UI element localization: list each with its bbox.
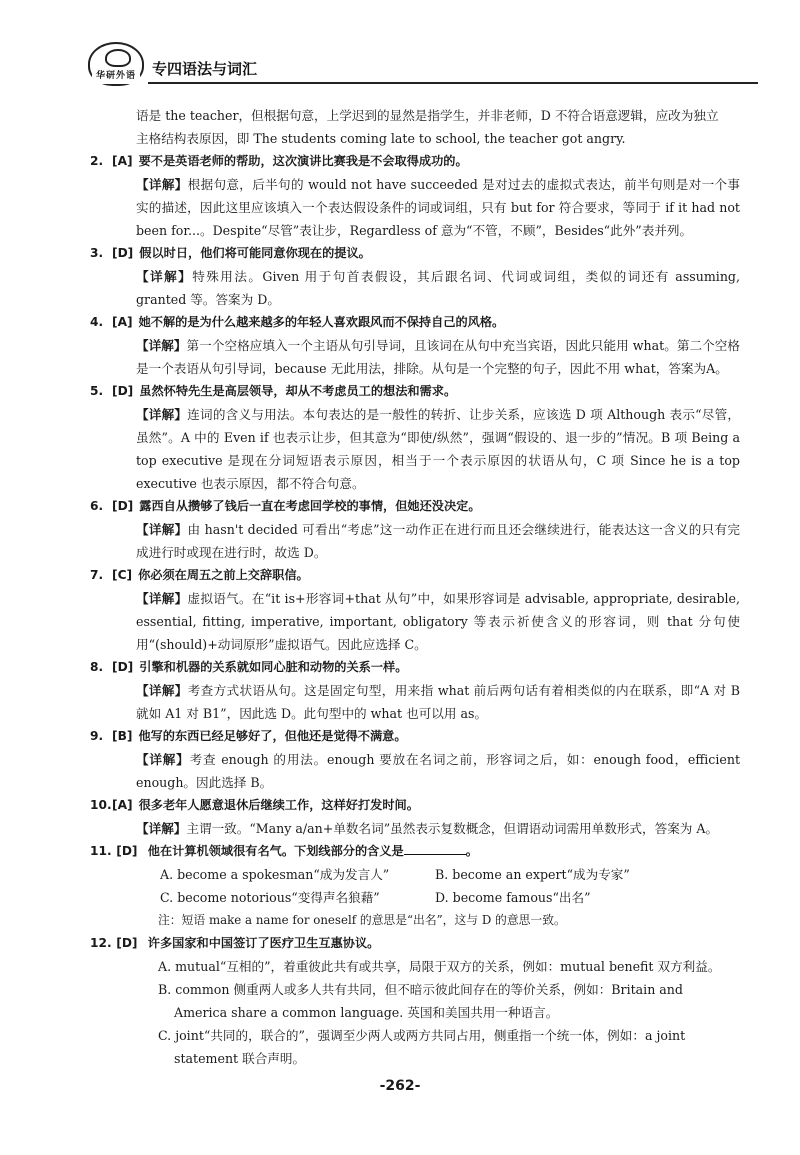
- page-content: [90, 104, 741, 1070]
- options-row-1: [160, 863, 740, 886]
- answer-item: [90, 725, 741, 794]
- answer-key: [D]: [112, 246, 134, 260]
- question-line: [90, 495, 740, 518]
- question-text: 虽然怀特先生是高层领导，却从不考虑员工的想法和需求。: [139, 384, 457, 398]
- question-line: [90, 932, 740, 955]
- detail-label: 【详解】: [136, 269, 193, 284]
- answer-item-12: [90, 932, 740, 1070]
- question-text: 她不解的是为什么越来越多的年轻人喜欢跟风而不保持自己的风格。: [138, 315, 505, 329]
- question-text: 很多老年人愿意退休后继续工作，这样好打发时间。: [138, 798, 419, 812]
- choice-c-cont: statement 联合声明。: [174, 1051, 306, 1066]
- logo-text: 华研外语: [92, 68, 140, 84]
- question-line: [90, 380, 740, 403]
- detail-label: 【详解】: [136, 591, 188, 606]
- choice-c: C. joint“共同的，联合的”，强调至少两人或两方共同占用，侧重指一个统一体，例如：a joint: [158, 1028, 686, 1043]
- answer-item: [90, 380, 740, 495]
- question-line: [90, 656, 740, 679]
- question-text: 许多国家和中国签订了医疗卫生互惠协议。: [147, 936, 380, 950]
- option-a: A. become a spokesman“成为发言人”: [160, 867, 390, 882]
- detail-text: 主谓一致。“Many a/an+单数名词”虽然表示复数概念，但谓语动词需用单数形式，答案为 A。: [186, 821, 719, 836]
- question-text: 他在计算机领域很有名气。下划线部分的含义是: [147, 844, 404, 858]
- question-line: [90, 564, 740, 587]
- intro-line-1: 语是 the teacher，但根据句意，上学迟到的显然是指学生，并非老师，D 不符合语意逻辑，应改为独立: [136, 108, 719, 123]
- answer-key: [D]: [112, 499, 134, 513]
- detail-label: 【详解】: [136, 752, 190, 767]
- answer-list: [90, 150, 741, 840]
- question-line: [90, 150, 740, 173]
- question-number: 2.: [90, 154, 104, 168]
- note: 注：短语 make a name for oneself 的意思是“出名”，这与 D 的意思一致。: [158, 913, 566, 927]
- answer-item: [90, 150, 741, 242]
- question-line: [90, 840, 740, 863]
- question-text: 要不是英语老师的帮助，这次演讲比赛我是不会取得成功的。: [138, 154, 468, 168]
- detail-label: 【详解】: [136, 821, 187, 836]
- logo-mascot-icon: [105, 49, 131, 67]
- question-line: [90, 242, 740, 265]
- detail-explanation: [136, 748, 740, 794]
- answer-key: [D]: [116, 936, 138, 950]
- options-row-2: [160, 886, 740, 909]
- question-line: [90, 725, 740, 748]
- question-line: [90, 794, 740, 817]
- answer-item: [90, 656, 741, 725]
- question-number: 4.: [90, 315, 104, 329]
- question-number: 12.: [90, 936, 112, 950]
- answer-blank: [404, 842, 466, 855]
- question-end: 。: [465, 844, 478, 858]
- detail-explanation: [136, 173, 740, 242]
- answer-key: [A]: [112, 154, 133, 168]
- question-text: 假以时日，他们将可能同意你现在的提议。: [139, 246, 371, 260]
- answer-key: [D]: [112, 660, 134, 674]
- answer-key: [A]: [112, 315, 133, 329]
- answer-key: [D]: [116, 844, 138, 858]
- question-number: 5.: [90, 384, 104, 398]
- detail-text: 特殊用法。Given 用于句首表假设，其后跟名词、代词或词组，类似的词还有 assuming, granted 等。答案为 D。: [136, 269, 740, 307]
- detail-explanation: [136, 265, 740, 311]
- question-number: 6.: [90, 499, 104, 513]
- question-text: 露西自从攒够了钱后一直在考虑回学校的事情，但她还没决定。: [139, 499, 481, 513]
- answer-item: [90, 242, 740, 311]
- answer-key: [A]: [112, 798, 133, 812]
- header-rule: [148, 82, 758, 84]
- answer-key: [C]: [112, 568, 133, 582]
- detail-explanation: [136, 518, 740, 564]
- page-number: -262-: [379, 1078, 421, 1094]
- detail-text: 第一个空格应填入一个主语从句引导词，且该词在从句中充当宾语，因此只能用 what。第二个空格是一个表语从句引导词，because 无此用法，排除。从句是一个完整的句子，因此不用 what，答案为A。: [136, 338, 741, 376]
- detail-text: 根据句意，后半句的 would not have succeeded 是对过去的虚拟式表达，前半句则是对一个事实的描述，因此这里应该填入一个表达假设条件的词或词组，只有 but for 符合要求，等同于 if it had not been for...。Despite“尽管”表让步，Regardless of 意为“不管，不顾”，Besides“此外”表并列。: [136, 177, 741, 238]
- detail-explanation: [136, 403, 740, 495]
- option-d: D. become famous“出名”: [435, 890, 591, 905]
- answer-item-11: [90, 840, 740, 932]
- answer-key: [B]: [112, 729, 133, 743]
- intro-line-2: 主格结构表原因，即 The students coming late to school, the teacher got angry.: [136, 131, 626, 146]
- publisher-logo: [88, 42, 144, 86]
- detail-text: 考查方式状语从句。这是固定句型，用来指 what 前后两句话有着相类似的内在联系，即“A 对 B 就如 A1 对 B1”，因此选 D。此句型中的 what 也可以用 as。: [136, 683, 741, 721]
- question-number: 7.: [90, 568, 104, 582]
- option-b: B. become an expert“成为专家”: [435, 867, 630, 882]
- answer-item: [90, 564, 741, 656]
- question-text: 引擎和机器的关系就如同心脏和动物的关系一样。: [139, 660, 408, 674]
- question-number: 3.: [90, 246, 104, 260]
- detail-label: 【详解】: [136, 338, 187, 353]
- detail-label: 【详解】: [136, 683, 188, 698]
- detail-explanation: [136, 817, 740, 840]
- detail-label: 【详解】: [136, 522, 188, 537]
- question-line: [90, 311, 740, 334]
- option-c: C. become notorious“变得声名狼藉”: [160, 890, 380, 905]
- question-number: 8.: [90, 660, 104, 674]
- answer-item: [90, 495, 741, 564]
- question-number: 10.: [90, 798, 112, 812]
- question-number: 9.: [90, 729, 104, 743]
- detail-text: 虚拟语气。在“it is+形容词+that 从句”中，如果形容词是 advisable, appropriate, desirable, essential, fitting, imperative, important, obligatory 等表示祈使含义的形容词，则 that 分句使用“(should)+动词原形”虚拟语气。因此应选择 C。: [136, 591, 741, 652]
- header-title: 专四语法与词汇: [152, 60, 258, 78]
- answer-key: [D]: [112, 384, 134, 398]
- detail-explanation: [136, 334, 740, 380]
- choice-b: B. common 侧重两人或多人共有共同，但不暗示彼此间存在的等价关系，例如：Britain and: [158, 982, 683, 997]
- detail-text: 连词的含义与用法。本句表达的是一般性的转折、让步关系，应该选 D 项 Although 表示“尽管，虽然”。A 中的 Even if 也表示让步，但其意为“即使/纵然”，强调“假设的、退一步的”情况。B 项 Being a top executive 是现在分词短语表示原因，相当于一个表示原因的状语从句，C 项 Since he is a top executive 也表示原因，都不符合句意。: [136, 407, 740, 491]
- choice-b-cont: America share a common language. 英国和美国共用一种语言。: [174, 1005, 559, 1020]
- page-header: [88, 40, 738, 90]
- answer-item: [90, 794, 740, 840]
- question-number: 11.: [90, 844, 112, 858]
- detail-label: 【详解】: [136, 177, 188, 192]
- detail-text: 由 hasn't decided 可看出“考虑”这一动作正在进行而且还会继续进行，能表达这一含义的只有完成进行时或现在进行时，故选 D。: [136, 522, 741, 560]
- question-text: 他写的东西已经足够好了，但他还是觉得不满意。: [138, 729, 407, 743]
- answer-item: [90, 311, 741, 380]
- detail-explanation: [136, 679, 740, 725]
- detail-text: 考查 enough 的用法。enough 要放在名词之前，形容词之后，如：enough food，efficient enough。因此选择 B。: [136, 752, 741, 790]
- choice-a: A. mutual“互相的”，着重彼此共有或共享，局限于双方的关系，例如：mutual benefit 双方利益。: [158, 959, 721, 974]
- detail-explanation: [136, 587, 740, 656]
- question-text: 你必须在周五之前上交辞职信。: [138, 568, 309, 582]
- detail-label: 【详解】: [136, 407, 188, 422]
